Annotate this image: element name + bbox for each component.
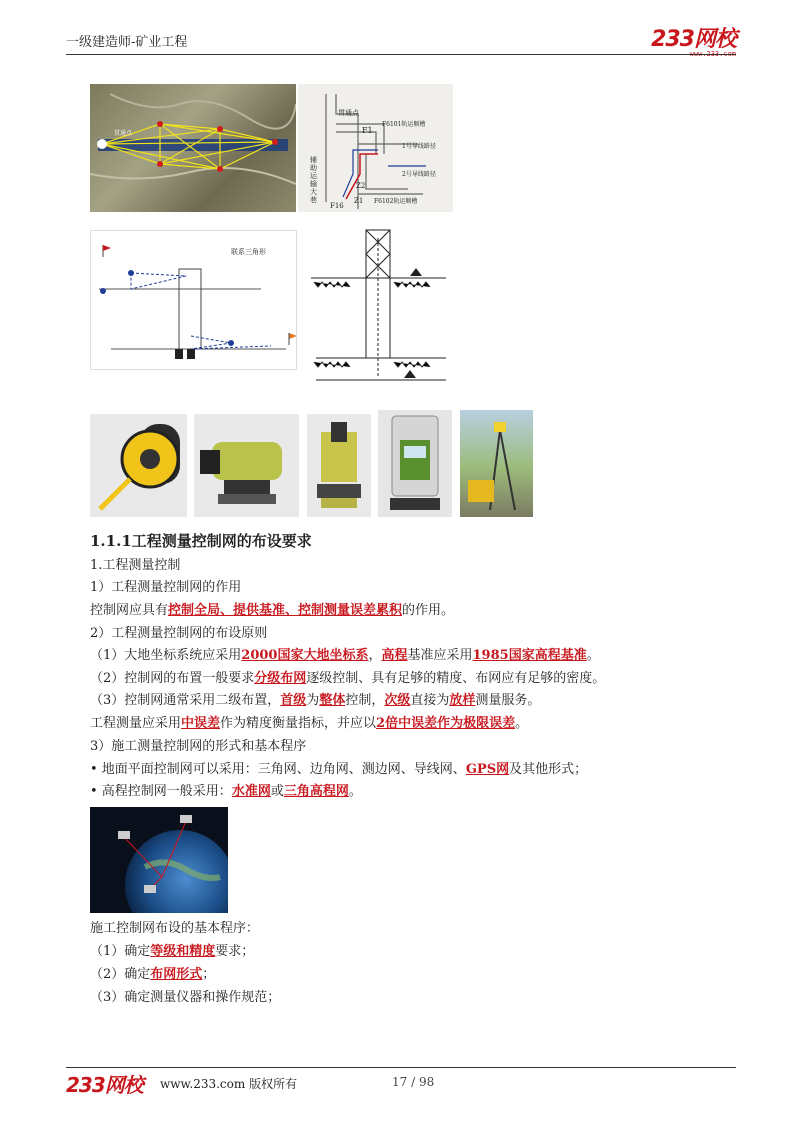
procedure-step-3: （3）确定测量仪器和操作规范； xyxy=(90,990,281,1005)
triangulation-map-image xyxy=(90,84,296,212)
paragraph-accuracy xyxy=(90,715,528,733)
highlight: 放样 xyxy=(449,693,476,708)
highlight: 等级和精度 xyxy=(150,944,216,959)
highlight: 三角高程网 xyxy=(283,784,349,799)
item-heading-3: 3）施工测量控制网的形式和基本程序 xyxy=(90,739,307,754)
schematic-label-4: F6102轨运顺槽 xyxy=(374,198,418,205)
highlight: 分级布网 xyxy=(254,671,307,686)
level-instrument-photo xyxy=(194,414,299,517)
schematic-z2: Z2 xyxy=(356,182,366,190)
text: （2）确定 xyxy=(90,967,151,982)
schematic-label-3: 2号导线路径 xyxy=(402,171,436,178)
text: 的作用。 xyxy=(402,603,455,618)
text: （1）确定 xyxy=(90,944,151,959)
schematic-f16: F16 xyxy=(330,202,344,210)
text: 高程控制网一般采用： xyxy=(97,784,232,799)
connection-triangle-diagram xyxy=(90,230,297,370)
highlight: 次级 xyxy=(384,693,411,708)
schematic-f1: F1 xyxy=(362,126,373,135)
text: 。 xyxy=(348,784,362,799)
total-station-photo xyxy=(378,410,452,517)
highlight: 布网形式 xyxy=(150,967,203,982)
shaft-elevation-diagram xyxy=(306,228,452,396)
highlight: 水准网 xyxy=(231,784,271,799)
paragraph-levels xyxy=(90,692,540,710)
footer-divider xyxy=(66,1067,736,1068)
highlight: 中误差 xyxy=(181,716,221,731)
text: ； xyxy=(202,967,216,982)
footer-logo[interactable]: 233网校 xyxy=(66,1073,143,1097)
schematic-point-label: 贯通点 xyxy=(338,109,359,117)
schematic-label-1: F6101轨运顺槽 xyxy=(382,121,426,128)
text: 及其他形式； xyxy=(509,762,588,777)
highlight: 1985国家高程基准 xyxy=(472,648,587,663)
schematic-z1: Z1 xyxy=(354,197,364,205)
item-heading-1: 1）工程测量控制网的作用 xyxy=(90,580,242,595)
text: （2）控制网的布置一般要求 xyxy=(90,671,255,686)
mine-roadway-schematic xyxy=(298,84,453,212)
subsection-title: 1.工程测量控制 xyxy=(90,558,181,573)
header-divider xyxy=(66,54,736,55)
logo-text: 233网校 xyxy=(651,27,736,52)
text: （3）控制网通常采用二级布置， xyxy=(90,693,281,708)
highlight: 2000国家大地坐标系 xyxy=(241,648,369,663)
text: 控制， xyxy=(345,693,385,708)
header-title: 一级建造师-矿业工程 xyxy=(66,35,188,50)
highlight: 控制全局、提供基准、控制测量误差累积 xyxy=(168,603,403,618)
theodolite-photo xyxy=(307,414,371,517)
paragraph-coordinate xyxy=(90,647,600,665)
tape-measure-photo xyxy=(90,414,187,517)
item-heading-2: 2）工程测量控制网的布设原则 xyxy=(90,626,268,641)
text: 工程测量应采用 xyxy=(90,716,182,731)
text: 或 xyxy=(270,784,284,799)
bullet-icon: • xyxy=(90,762,98,777)
footer-copyright: www.233.com 版权所有 xyxy=(160,1077,298,1091)
text: 要求； xyxy=(215,944,255,959)
paragraph-role xyxy=(90,602,454,620)
schematic-label-2: 1号导线路径 xyxy=(402,143,436,150)
highlight: 整体 xyxy=(319,693,346,708)
bullet-elevation-network xyxy=(90,783,362,801)
map-label: 贯通点 xyxy=(114,130,133,137)
text: 为 xyxy=(306,693,320,708)
text: 测量服务。 xyxy=(475,693,541,708)
page-number: 17 / 98 xyxy=(392,1075,435,1089)
text: 地面平面控制网可以采用：三角网、边角网、测边网、导线网、 xyxy=(97,762,466,777)
text: 。 xyxy=(586,648,600,663)
logo-url: www.233.com xyxy=(689,50,736,58)
text: 作为精度衡量指标，并应以 xyxy=(220,716,377,731)
bullet-icon: • xyxy=(90,784,98,799)
text: 基准应采用 xyxy=(407,648,473,663)
highlight: GPS网 xyxy=(465,762,510,777)
text: 。 xyxy=(515,716,529,731)
text: 控制网应具有 xyxy=(90,603,169,618)
bullet-plane-network xyxy=(90,761,587,779)
highlight: 高程 xyxy=(381,648,408,663)
brand-logo[interactable] xyxy=(651,22,736,58)
text: （1）大地坐标系统应采用 xyxy=(90,648,242,663)
paragraph-layout xyxy=(90,670,605,688)
highlight: 2倍中误差作为极限误差 xyxy=(376,716,516,731)
highlight: 首级 xyxy=(280,693,307,708)
schematic-vertical-label: 辅助运输大巷 xyxy=(310,156,317,204)
text: ， xyxy=(368,648,382,663)
procedure-step-2 xyxy=(90,966,215,984)
gps-satellite-earth-image xyxy=(90,807,228,913)
section-heading: 1.1.1工程测量控制网的布设要求 xyxy=(90,532,312,550)
procedure-step-1 xyxy=(90,943,254,961)
gps-receiver-photo xyxy=(460,410,533,517)
triangle-title: 联系三角形 xyxy=(231,248,266,256)
procedure-heading: 施工控制网布设的基本程序： xyxy=(90,921,260,936)
text: 逐级控制、具有足够的精度、布网应有足够的密度。 xyxy=(306,671,606,686)
text: 直接为 xyxy=(410,693,450,708)
